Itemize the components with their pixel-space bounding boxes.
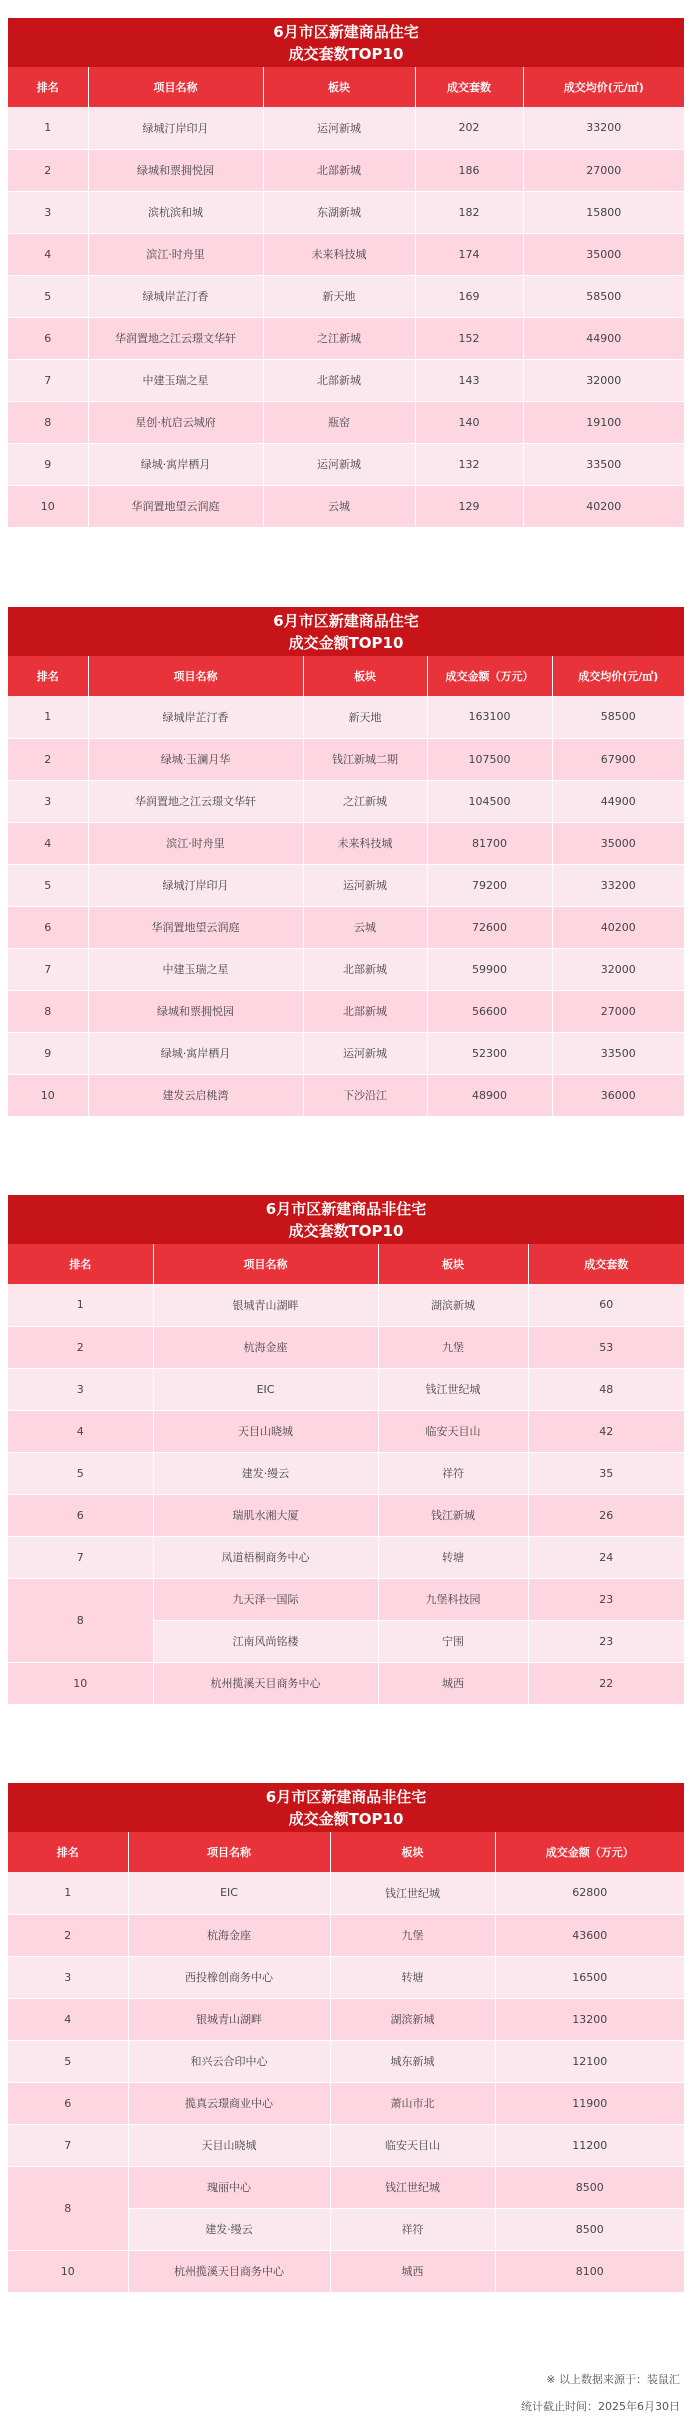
rank-cell: 2: [8, 738, 88, 780]
project-name-cell: 华润置地望云润庭: [88, 485, 263, 527]
table-row: [8, 1578, 684, 1620]
district-cell: 钱江新城: [378, 1494, 528, 1536]
project-name-cell: 绿城汀岸印月: [88, 864, 303, 906]
column-header: 排名: [8, 1244, 153, 1284]
project-name-cell: 绿城和票拥悦园: [88, 149, 263, 191]
table-row: [8, 107, 684, 149]
value-cell: 26: [528, 1494, 684, 1536]
rank-cell: 4: [8, 1998, 128, 2040]
value-cell: 22: [528, 1662, 684, 1704]
ranking-table: [8, 656, 684, 1117]
ranking-table: [8, 67, 684, 528]
rank-cell: 5: [8, 2040, 128, 2082]
value-cell: 48: [528, 1368, 684, 1410]
table-row: [8, 696, 684, 738]
value-cell: 12100: [495, 2040, 684, 2082]
value-cell: 79200: [427, 864, 552, 906]
rank-cell: 6: [8, 906, 88, 948]
district-cell: 九堡: [330, 1914, 495, 1956]
table-row: [8, 1872, 684, 1914]
value-cell: 140: [415, 401, 523, 443]
value-cell: 24: [528, 1536, 684, 1578]
price-cell: 33500: [552, 1032, 684, 1074]
district-cell: 运河新城: [303, 864, 427, 906]
project-name-cell: 天目山晓城: [153, 1410, 378, 1452]
table-title: [8, 1195, 684, 1244]
district-cell: 九堡科技园: [378, 1578, 528, 1620]
project-name-cell: 杭海金座: [128, 1914, 330, 1956]
rank-cell: 9: [8, 1032, 88, 1074]
column-header: 项目名称: [128, 1832, 330, 1872]
table-block-residential-amount: [8, 607, 684, 1117]
table-row: [8, 738, 684, 780]
table-row: [8, 1368, 684, 1410]
rank-cell: 3: [8, 780, 88, 822]
value-cell: 13200: [495, 1998, 684, 2040]
district-cell: 九堡: [378, 1326, 528, 1368]
project-name-cell: 建发·缦云: [153, 1452, 378, 1494]
district-cell: 湖滨新城: [378, 1284, 528, 1326]
district-cell: 湖滨新城: [330, 1998, 495, 2040]
value-cell: 23: [528, 1578, 684, 1620]
district-cell: 之江新城: [263, 317, 415, 359]
table-header-row: [8, 67, 684, 107]
table-row: [8, 149, 684, 191]
table-row: [8, 2082, 684, 2124]
project-name-cell: 杭海金座: [153, 1326, 378, 1368]
project-name-cell: EIC: [153, 1368, 378, 1410]
value-cell: 202: [415, 107, 523, 149]
rank-cell: 6: [8, 2082, 128, 2124]
project-name-cell: 杭州揽溪天目商务中心: [153, 1662, 378, 1704]
column-header: 成交金额（万元）: [495, 1832, 684, 1872]
value-cell: 186: [415, 149, 523, 191]
column-header: 成交套数: [415, 67, 523, 107]
project-name-cell: 银城青山湖畔: [128, 1998, 330, 2040]
column-header: 成交套数: [528, 1244, 684, 1284]
column-header: 成交均价(元/㎡): [523, 67, 684, 107]
table-title: [8, 607, 684, 656]
table-row: [8, 948, 684, 990]
value-cell: 143: [415, 359, 523, 401]
table-row: [8, 780, 684, 822]
value-cell: 107500: [427, 738, 552, 780]
project-name-cell: 天目山晓城: [128, 2124, 330, 2166]
price-cell: 27000: [523, 149, 684, 191]
district-cell: 祥符: [330, 2208, 495, 2250]
price-cell: 40200: [552, 906, 684, 948]
column-header: 板块: [303, 656, 427, 696]
price-cell: 44900: [552, 780, 684, 822]
column-header: 排名: [8, 1832, 128, 1872]
table-row: [8, 233, 684, 275]
column-header: 排名: [8, 656, 88, 696]
district-cell: 新天地: [263, 275, 415, 317]
project-name-cell: 滨杭滨和城: [88, 191, 263, 233]
value-cell: 56600: [427, 990, 552, 1032]
table-title-sub: 成交套数TOP10: [288, 45, 404, 63]
table-title: [8, 1783, 684, 1832]
rank-cell: 3: [8, 1368, 153, 1410]
district-cell: 转塘: [378, 1536, 528, 1578]
rank-cell: 4: [8, 1410, 153, 1452]
district-cell: 城东新城: [330, 2040, 495, 2082]
table-row: [8, 990, 684, 1032]
value-cell: 129: [415, 485, 523, 527]
rank-cell: 7: [8, 359, 88, 401]
rank-cell: 6: [8, 1494, 153, 1536]
table-row: [8, 485, 684, 527]
column-header: 成交均价(元/㎡): [552, 656, 684, 696]
project-name-cell: 绿城岸芷汀香: [88, 275, 263, 317]
district-cell: 新天地: [303, 696, 427, 738]
district-cell: 之江新城: [303, 780, 427, 822]
data-source-note: ※ 以上数据来源于：装鼠汇: [546, 2373, 680, 2386]
rank-cell: 7: [8, 948, 88, 990]
ranking-table: [8, 1832, 684, 2293]
rank-cell: 1: [8, 1284, 153, 1326]
rank-cell: 9: [8, 443, 88, 485]
rank-cell: 4: [8, 233, 88, 275]
value-cell: 132: [415, 443, 523, 485]
table-row: [8, 443, 684, 485]
district-cell: 城西: [330, 2250, 495, 2292]
project-name-cell: 华润置地之江云璟文华轩: [88, 317, 263, 359]
value-cell: 81700: [427, 822, 552, 864]
table-row: [8, 1914, 684, 1956]
column-header: 项目名称: [88, 67, 263, 107]
project-name-cell: 银城青山湖畔: [153, 1284, 378, 1326]
table-title-main: 6月市区新建商品住宅: [273, 23, 419, 41]
value-cell: 174: [415, 233, 523, 275]
column-header: 板块: [378, 1244, 528, 1284]
rank-cell: 10: [8, 485, 88, 527]
project-name-cell: 西投橡创商务中心: [128, 1956, 330, 1998]
district-cell: 转塘: [330, 1956, 495, 1998]
value-cell: 8500: [495, 2166, 684, 2208]
project-name-cell: 建发云启桃湾: [88, 1074, 303, 1116]
table-row: [8, 317, 684, 359]
value-cell: 43600: [495, 1914, 684, 1956]
price-cell: 32000: [552, 948, 684, 990]
district-cell: 未来科技城: [263, 233, 415, 275]
value-cell: 59900: [427, 948, 552, 990]
column-header: 项目名称: [153, 1244, 378, 1284]
price-cell: 27000: [552, 990, 684, 1032]
table-row: [8, 1326, 684, 1368]
project-name-cell: 华润置地望云润庭: [88, 906, 303, 948]
rank-cell: 2: [8, 1326, 153, 1368]
table-row: [8, 1410, 684, 1452]
value-cell: 23: [528, 1620, 684, 1662]
value-cell: 72600: [427, 906, 552, 948]
table-block-nonresidential-amount: [8, 1783, 684, 2293]
price-cell: 33500: [523, 443, 684, 485]
rank-cell: 8: [8, 2166, 128, 2250]
project-name-cell: 星创·杭启云城府: [88, 401, 263, 443]
table-block-nonresidential-units: [8, 1195, 684, 1705]
table-row: [8, 2124, 684, 2166]
table-title-sub: 成交金额TOP10: [288, 1810, 404, 1828]
project-name-cell: 绿城·寓岸栖月: [88, 443, 263, 485]
price-cell: 40200: [523, 485, 684, 527]
rank-cell: 1: [8, 696, 88, 738]
rank-cell: 5: [8, 1452, 153, 1494]
price-cell: 35000: [523, 233, 684, 275]
district-cell: 萧山市北: [330, 2082, 495, 2124]
table-header-row: [8, 656, 684, 696]
rank-cell: 4: [8, 822, 88, 864]
rank-cell: 10: [8, 1662, 153, 1704]
table-row: [8, 864, 684, 906]
project-name-cell: 建发·缦云: [128, 2208, 330, 2250]
rank-cell: 8: [8, 990, 88, 1032]
table-row: [8, 401, 684, 443]
price-cell: 33200: [552, 864, 684, 906]
price-cell: 35000: [552, 822, 684, 864]
value-cell: 62800: [495, 1872, 684, 1914]
value-cell: 11900: [495, 2082, 684, 2124]
table-header-row: [8, 1832, 684, 1872]
district-cell: 钱江新城二期: [303, 738, 427, 780]
rank-cell: 7: [8, 2124, 128, 2166]
district-cell: 钱江世纪城: [330, 1872, 495, 1914]
table-header-row: [8, 1244, 684, 1284]
value-cell: 48900: [427, 1074, 552, 1116]
project-name-cell: 瑰丽中心: [128, 2166, 330, 2208]
project-name-cell: 绿城·玉澜月华: [88, 738, 303, 780]
value-cell: 104500: [427, 780, 552, 822]
value-cell: 182: [415, 191, 523, 233]
project-name-cell: 九天泽一国际: [153, 1578, 378, 1620]
district-cell: 下沙沿江: [303, 1074, 427, 1116]
table-title-main: 6月市区新建商品非住宅: [265, 1788, 427, 1806]
project-name-cell: 揽真云璟商业中心: [128, 2082, 330, 2124]
table-row: [8, 2040, 684, 2082]
stat-cutoff-note: 统计截止时间：2025年6月30日: [521, 2400, 680, 2413]
value-cell: 60: [528, 1284, 684, 1326]
value-cell: 152: [415, 317, 523, 359]
rank-cell: 8: [8, 1578, 153, 1662]
district-cell: 北部新城: [263, 149, 415, 191]
rank-cell: 3: [8, 191, 88, 233]
rank-cell: 1: [8, 1872, 128, 1914]
rank-cell: 5: [8, 275, 88, 317]
district-cell: 祥符: [378, 1452, 528, 1494]
table-title-sub: 成交套数TOP10: [288, 1222, 404, 1240]
district-cell: 运河新城: [303, 1032, 427, 1074]
rank-cell: 7: [8, 1536, 153, 1578]
table-row: [8, 1452, 684, 1494]
district-cell: 未来科技城: [303, 822, 427, 864]
column-header: 板块: [330, 1832, 495, 1872]
district-cell: 宁围: [378, 1620, 528, 1662]
project-name-cell: 绿城汀岸印月: [88, 107, 263, 149]
table-row: [8, 822, 684, 864]
price-cell: 58500: [552, 696, 684, 738]
district-cell: 钱江世纪城: [330, 2166, 495, 2208]
table-title-sub: 成交金额TOP10: [288, 634, 404, 652]
value-cell: 169: [415, 275, 523, 317]
table-row: [8, 2250, 684, 2292]
district-cell: 北部新城: [263, 359, 415, 401]
project-name-cell: 绿城·寓岸栖月: [88, 1032, 303, 1074]
price-cell: 44900: [523, 317, 684, 359]
rank-cell: 3: [8, 1956, 128, 1998]
value-cell: 8100: [495, 2250, 684, 2292]
project-name-cell: 杭州揽溪天目商务中心: [128, 2250, 330, 2292]
district-cell: 临安天目山: [378, 1410, 528, 1452]
table-row: [8, 2166, 684, 2208]
table-row: [8, 1662, 684, 1704]
district-cell: 北部新城: [303, 990, 427, 1032]
district-cell: 运河新城: [263, 107, 415, 149]
project-name-cell: 和兴云合印中心: [128, 2040, 330, 2082]
column-header: 排名: [8, 67, 88, 107]
price-cell: 33200: [523, 107, 684, 149]
value-cell: 52300: [427, 1032, 552, 1074]
price-cell: 15800: [523, 191, 684, 233]
project-name-cell: 瑞肌水湘大厦: [153, 1494, 378, 1536]
table-block-residential-units: [8, 18, 684, 528]
district-cell: 云城: [303, 906, 427, 948]
project-name-cell: 中建玉瑞之星: [88, 359, 263, 401]
project-name-cell: EIC: [128, 1872, 330, 1914]
table-row: [8, 1494, 684, 1536]
column-header: 板块: [263, 67, 415, 107]
table-row: [8, 906, 684, 948]
rank-cell: 5: [8, 864, 88, 906]
rank-cell: 1: [8, 107, 88, 149]
rank-cell: 2: [8, 1914, 128, 1956]
price-cell: 67900: [552, 738, 684, 780]
rank-cell: 10: [8, 2250, 128, 2292]
district-cell: 东湖新城: [263, 191, 415, 233]
value-cell: 163100: [427, 696, 552, 738]
project-name-cell: 滨江·时舟里: [88, 822, 303, 864]
table-row: [8, 1032, 684, 1074]
table-row: [8, 359, 684, 401]
district-cell: 钱江世纪城: [378, 1368, 528, 1410]
district-cell: 运河新城: [263, 443, 415, 485]
project-name-cell: 江南风尚铭楼: [153, 1620, 378, 1662]
project-name-cell: 华润置地之江云璟文华轩: [88, 780, 303, 822]
table-row: [8, 1956, 684, 1998]
rank-cell: 6: [8, 317, 88, 359]
price-cell: 36000: [552, 1074, 684, 1116]
table-row: [8, 1998, 684, 2040]
table-row: [8, 1284, 684, 1326]
rank-cell: 2: [8, 149, 88, 191]
price-cell: 32000: [523, 359, 684, 401]
table-row: [8, 1074, 684, 1116]
project-name-cell: 中建玉瑞之星: [88, 948, 303, 990]
value-cell: 53: [528, 1326, 684, 1368]
value-cell: 35: [528, 1452, 684, 1494]
column-header: 项目名称: [88, 656, 303, 696]
rank-cell: 10: [8, 1074, 88, 1116]
table-row: [8, 1536, 684, 1578]
value-cell: 42: [528, 1410, 684, 1452]
district-cell: 云城: [263, 485, 415, 527]
table-row: [8, 191, 684, 233]
table-title-main: 6月市区新建商品住宅: [273, 612, 419, 630]
table-title: [8, 18, 684, 67]
district-cell: 城西: [378, 1662, 528, 1704]
ranking-table: [8, 1244, 684, 1705]
project-name-cell: 绿城和票拥悦园: [88, 990, 303, 1032]
project-name-cell: 滨江·时舟里: [88, 233, 263, 275]
project-name-cell: 凤道梧桐商务中心: [153, 1536, 378, 1578]
district-cell: 瓶窑: [263, 401, 415, 443]
price-cell: 19100: [523, 401, 684, 443]
district-cell: 北部新城: [303, 948, 427, 990]
table-title-main: 6月市区新建商品非住宅: [265, 1200, 427, 1218]
value-cell: 16500: [495, 1956, 684, 1998]
value-cell: 11200: [495, 2124, 684, 2166]
district-cell: 临安天目山: [330, 2124, 495, 2166]
table-row: [8, 275, 684, 317]
rank-cell: 8: [8, 401, 88, 443]
price-cell: 58500: [523, 275, 684, 317]
column-header: 成交金额（万元）: [427, 656, 552, 696]
project-name-cell: 绿城岸芷汀香: [88, 696, 303, 738]
value-cell: 8500: [495, 2208, 684, 2250]
